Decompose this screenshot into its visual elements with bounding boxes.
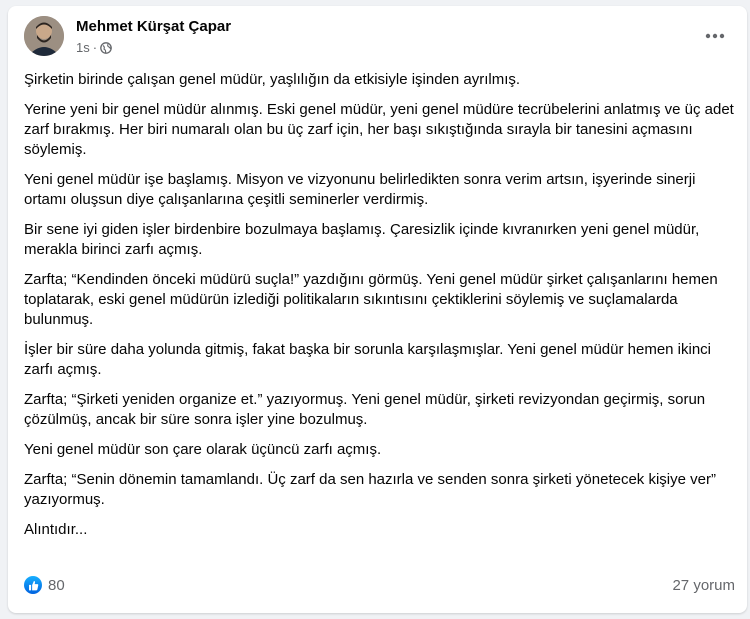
meta-separator: · xyxy=(92,40,98,55)
comment-count-link[interactable]: 27 yorum xyxy=(672,576,735,594)
post-paragraph-3: Yeni genel müdür işe başlamış. Misyon ve vizyonunu belirledikten sonra verim artsın, işyerinde sinerji ortamı oluşsun diye çalışanlarına çeşitli seminerler verdirmiş. xyxy=(24,171,696,208)
reaction-count: 80 xyxy=(48,576,65,594)
post-time[interactable]: 1s xyxy=(76,40,90,55)
post-paragraph-4: Bir sene iyi giden işler birdenbire bozulmaya başlamış. Çaresizlik içinde kıvranırken yeni genel müdür, merakla birinci zarfı açmış. xyxy=(24,221,700,258)
post-paragraph-8: Yeni genel müdür son çare olarak üçüncü zarfı açmış. xyxy=(24,441,382,458)
post-paragraph-6: İşler bir süre daha yolunda gitmiş, fakat başka bir sorunla karşılaşmışlar. Yeni genel müdür hemen ikinci zarfı açmış. xyxy=(24,341,712,378)
post-paragraph-5: Zarfta; “Kendinden önceki müdürü suçla!” yazdığını görmüş. Yeni genel müdür şirket çalışanlarını hemen toplatarak, eski genel müdürün izlediği politikaların sıkıntısını çektiklerini söylemiş ve suçlamalarda bulunmuş. xyxy=(24,271,718,328)
post-paragraph-7: Zarfta; “Şirketi yeniden organize et.” yazıyormuş. Yeni genel müdür, şirketi revizyondan geçirmiş, sorun çözülmüş, ancak bir süre sonra işler yine bozulmuş. xyxy=(24,391,706,428)
post-card xyxy=(8,6,747,613)
post-body xyxy=(24,70,736,550)
more-options-icon[interactable] xyxy=(701,22,729,50)
post-footer xyxy=(24,573,735,597)
post-paragraph-1: Şirketin birinde çalışan genel müdür, yaşlılığın da etkisiyle işinden ayrılmış. xyxy=(24,71,521,88)
reactions-summary[interactable] xyxy=(24,576,65,594)
globe-icon[interactable] xyxy=(100,42,112,54)
post-paragraph-2: Yerine yeni bir genel müdür alınmış. Eski genel müdür, yeni genel müdüre tecrübelerini anlatmış ve üç adet zarf bırakmış. Her biri numaralı olan bu üç zarf için, her başı sıkıştığında sırayla bir tanesini açmasını söylemiş. xyxy=(24,101,734,158)
like-reaction-icon xyxy=(24,576,42,594)
post-paragraph-10: Alıntıdır... xyxy=(24,521,88,538)
post-header xyxy=(24,16,735,60)
post-paragraph-9: Zarfta; “Senin dönemin tamamlandı. Üç zarf da sen hazırla ve senden sonra şirketi yönetecek kişiye ver” yazıyormuş. xyxy=(24,471,716,508)
avatar[interactable] xyxy=(24,16,64,56)
post-meta xyxy=(76,40,112,55)
author-name[interactable]: Mehmet Kürşat Çapar xyxy=(76,18,232,35)
